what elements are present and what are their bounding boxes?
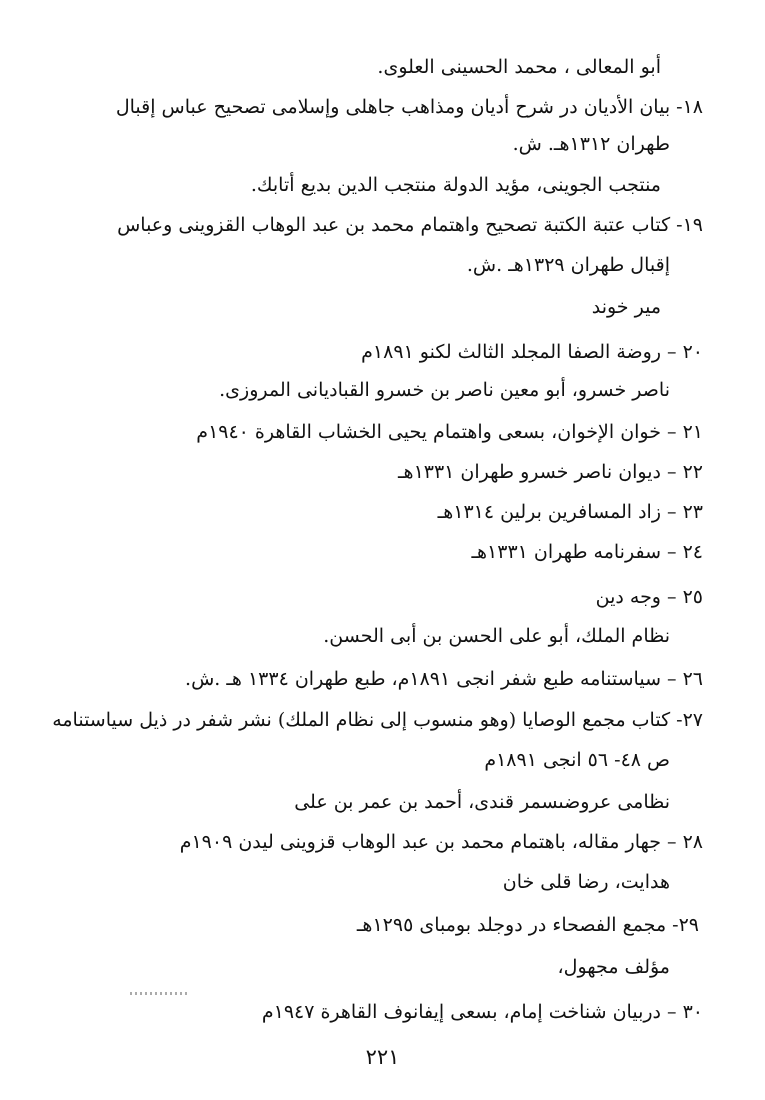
bibliography-entry: ٢٤ – سفرنامه طهران ١٣٣١هـ [471, 541, 703, 563]
bibliography-entry: ١٨- بيان الأديان در شرح أديان ومذاهب جاهلى وإسلامى تصحيح عباس إقبال [115, 96, 703, 118]
bibliography-entry: ٢٣ – زاد المسافرين برلين ١٣١٤هـ [437, 501, 703, 523]
bibliography-entry: ٢٧- كتاب مجمع الوصايا (وهو منسوب إلى نظام الملك) نشر شفر در ذيل سياستنامه [52, 709, 703, 731]
page-number: ٢٢١ [365, 1045, 400, 1069]
author-heading: منتجب الجوينى، مؤيد الدولة منتجب الدين بديع أتابك. [250, 174, 661, 196]
bibliography-entry-continuation: إقبال طهران ١٣٢٩هـ .ش. [466, 254, 670, 276]
scan-speck [130, 992, 188, 995]
bibliography-entry: ٢٩- مجمع الفصحاء در دوجلد بومباى ١٢٩٥هـ [356, 914, 699, 936]
author-heading: نظام الملك، أبو على الحسن بن أبى الحسن. [323, 625, 670, 647]
author-heading: نظامى عروضىسمر قندى، أحمد بن عمر بن على [294, 791, 670, 813]
bibliography-entry: ٢٥ – وجه دين [595, 586, 703, 608]
bibliography-entry: ٢٠ – روضة الصفا المجلد الثالث لكنو ١٨٩١م [361, 341, 703, 363]
author-heading: أبو المعالى ، محمد الحسينى العلوى. [377, 56, 661, 78]
author-heading: هدايت، رضا قلى خان [502, 871, 670, 893]
bibliography-entry-continuation: ص ٤٨- ٥٦ انجى ١٨٩١م [484, 749, 670, 771]
bibliography-entry: ١٩- كتاب عتبة الكتبة تصحيح واهتمام محمد بن عبد الوهاب القزوينى وعباس [117, 214, 703, 236]
bibliography-entry: ٢٦ – سياستنامه طبع شفر انجى ١٨٩١م، طبع طهران ١٣٣٤ هـ .ش. [185, 668, 703, 690]
bibliography-entry: ٣٠ – دربيان شناخت إمام، بسعى إيفانوف القاهرة ١٩٤٧م [261, 1001, 703, 1023]
author-heading: مير خوند [591, 296, 661, 318]
bibliography-entry: ٢٢ – ديوان ناصر خسرو طهران ١٣٣١هـ [397, 461, 703, 483]
author-heading: ناصر خسرو، أبو معين ناصر بن خسرو القباديانى المروزى. [219, 379, 670, 401]
bibliography-entry: ٢١ – خوان الإخوان، بسعى واهتمام يحيى الخشاب القاهرة ١٩٤٠م [196, 421, 703, 443]
author-heading: مؤلف مجهول، [557, 956, 670, 978]
bibliography-entry-continuation: طهران ١٣١٢هـ. ش. [512, 133, 670, 155]
bibliography-entry: ٢٨ – جهار مقاله، باهتمام محمد بن عبد الوهاب قزوينى ليدن ١٩٠٩م [179, 831, 703, 853]
